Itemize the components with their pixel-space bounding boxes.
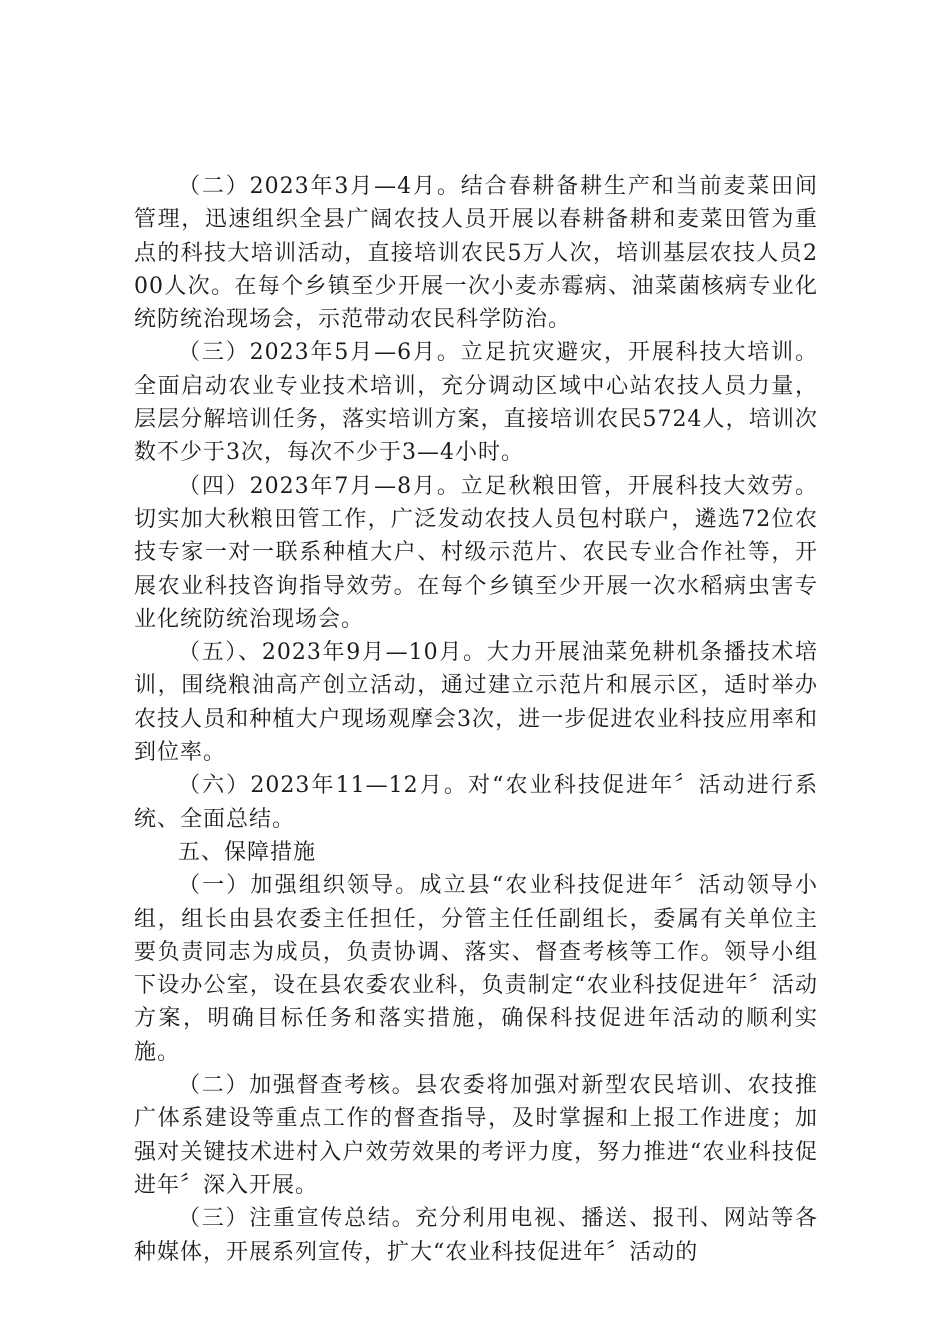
document-body: [134, 170, 818, 1269]
section-heading-safeguards: 五、保障措施: [178, 839, 317, 865]
paragraph-safeguard-2: （二）加强督查考核。县农委将加强对新型农民培训、农技推广体系建设等重点工作的督查指导，及时掌握和上报工作进度；加强对关键技术进村入户效劳效果的考评力度，努力推进“农业科技促进年〞深入开展。: [134, 1073, 818, 1198]
paragraph-safeguard-1: （一）加强组织领导。成立县“农业科技促进年〞活动领导小组，组长由县农委主任担任，分管主任任副组长，委属有关单位主要负责同志为成员，负责协调、落实、督查考核等工作。领导小组下设办公室，设在县农委农业科，负责制定“农业科技促进年〞活动方案，明确目标任务和落实措施，确保科技促进年活动的顺利实施。: [134, 873, 818, 1065]
paragraph-safeguard-3: （三）注重宣传总结。充分利用电视、播送、报刊、网站等各种媒体，开展系列宣传，扩大“农业科技促进年〞活动的: [134, 1206, 818, 1265]
paragraph-phase-2: （二）2023年3月—4月。结合春耕备耕生产和当前麦菜田间管理，迅速组织全县广阔农技人员开展以春耕备耕和麦菜田管为重点的科技大培训活动，直接培训农民5万人次，培训基层农技人员200人次。在每个乡镇至少开展一次小麦赤霉病、油菜菌核病专业化统防统治现场会，示范带动农民科学防治。: [134, 174, 818, 333]
paragraph-phase-6: （六）2023年11—12月。对“农业科技促进年〞活动进行系统、全面总结。: [134, 773, 818, 832]
paragraph-phase-3: （三）2023年5月—6月。立足抗灾避灾，开展科技大培训。全面启动农业专业技术培训，充分调动区域中心站农技人员力量，层层分解培训任务，落实培训方案，直接培训农民5724人，培训次数不少于3次，每次不少于3—4小时。: [134, 340, 818, 466]
paragraph-phase-4: （四）2023年7月—8月。立足秋粮田管，开展科技大效劳。切实加大秋粮田管工作，广泛发动农技人员包村联户，遴选72位农技专家一对一联系种植大户、村级示范片、农民专业合作社等，开展农业科技咨询指导效劳。在每个乡镇至少开展一次水稻病虫害专业化统防统治现场会。: [134, 473, 818, 632]
paragraph-phase-5: （五）、2023年9月—10月。大力开展油菜免耕机条播技术培训，围绕粮油高产创立活动，通过建立示范片和展示区，适时举办农技人员和种植大户现场观摩会3次，进一步促进农业科技应用率和到位率。: [134, 640, 818, 766]
